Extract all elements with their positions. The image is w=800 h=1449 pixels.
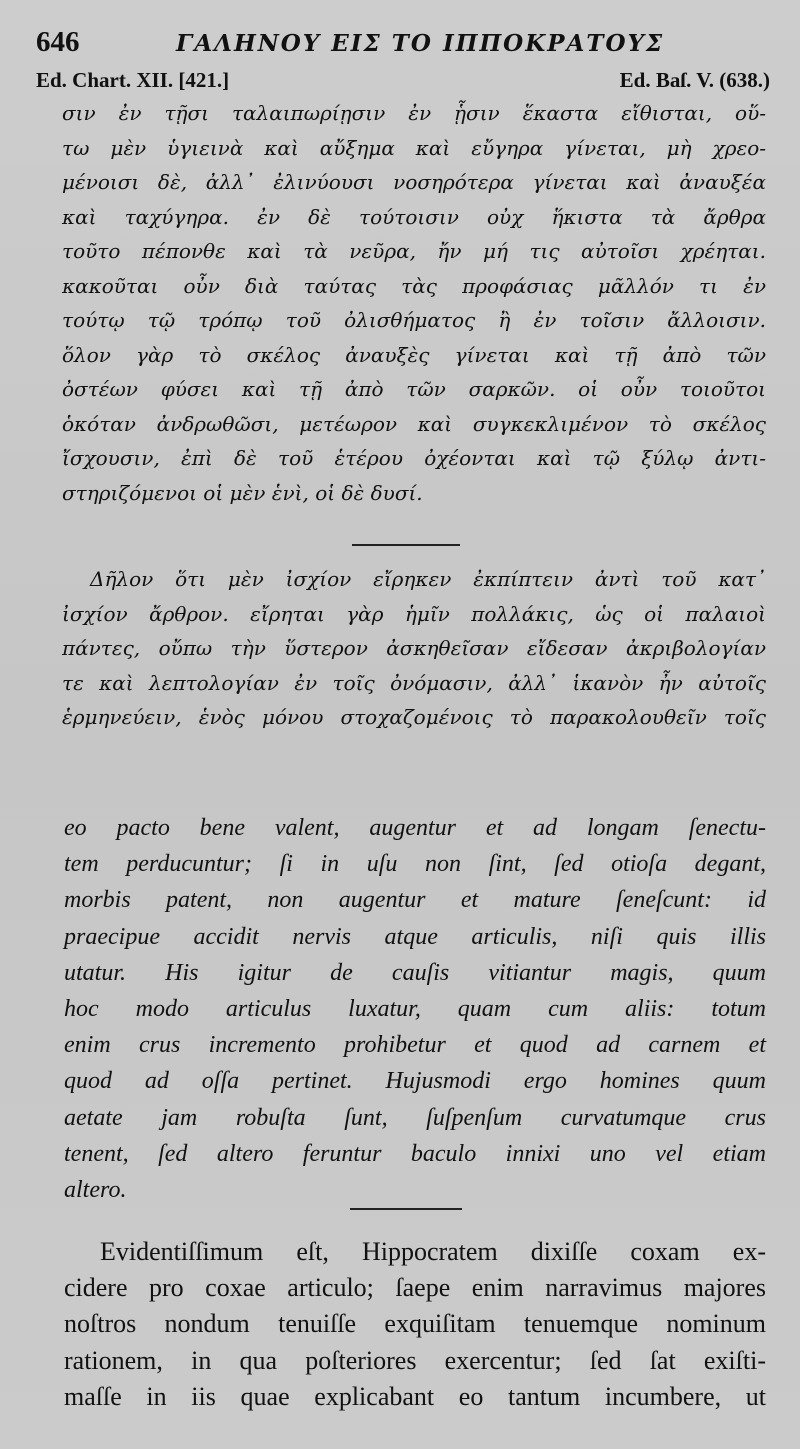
text-line: aetate jam robuſta ſunt, ſuſpenſum curvatumque crus bbox=[64, 1104, 766, 1131]
greek-hippocrates-text bbox=[62, 96, 766, 510]
text-line: τε καὶ λεπτολογίαν ἐν τοῖς ὀνόμασιν, ἀλλ᾽ ἱκανὸν ἦν αὐτοῖς bbox=[62, 670, 766, 695]
text-line: ἑρμηνεύειν, ἑνὸς μόνου στοχαζομένοις τὸ παρακολουθεῖν τοῖς bbox=[62, 705, 766, 729]
text-line: rationem, in qua poſteriores exercentur; ſed ſat exiſti- bbox=[64, 1345, 766, 1375]
text-line: enim crus incremento prohibetur et quod ad carnem et bbox=[64, 1032, 766, 1059]
text-line: Δῆλον ὅτι μὲν ἰσχίον εἴρηκεν ἐκπίπτειν ἀντὶ τοῦ κατ᾽ bbox=[90, 567, 766, 591]
running-title: ΓΑΛΗΝΟΥ ΕΙΣ ΤΟ ΙΠΠΟΚΡΑΤΟΥΣ bbox=[176, 30, 665, 57]
section-divider bbox=[352, 544, 460, 546]
latin-galen-commentary bbox=[64, 1234, 766, 1415]
text-line: τοῦτο πέπονθε καὶ τὰ νεῦρα, ἤν μή τις αὐτοῖσι χρέηται. bbox=[62, 239, 766, 263]
text-line: ἴσχουσιν, ἐπὶ δὲ τοῦ ἑτέρου ὀχέονται καὶ τῷ ξύλῳ ἀντι- bbox=[62, 446, 766, 470]
text-line: κακοῦται οὖν διὰ ταύτας τὰς προφάσιας μᾶλλόν τι ἐν bbox=[62, 273, 766, 298]
greek-galen-commentary bbox=[62, 562, 766, 735]
text-line: morbis patent, non augentur et mature ſeneſcunt: id bbox=[64, 887, 766, 914]
text-line: utatur. His igitur de cauſis vitiantur magis, quum bbox=[64, 959, 766, 986]
section-divider bbox=[350, 1208, 462, 1210]
text-line: noſtros nondum tenuiſſe exquiſitam tenuemque nominum bbox=[64, 1309, 766, 1339]
text-line: ὀστέων φύσει καὶ τῇ ἀπὸ τῶν σαρκῶν. οἱ οὖν τοιοῦτοι bbox=[62, 377, 766, 401]
page-header bbox=[36, 26, 770, 66]
edition-basel-reference: Ed. Baſ. V. (638.) bbox=[619, 68, 770, 92]
text-line: eo pacto bene valent, augentur et ad longam ſenectu- bbox=[64, 815, 766, 841]
text-line: hoc modo articulus luxatur, quam cum aliis: totum bbox=[64, 996, 766, 1023]
text-line: altero. bbox=[64, 1177, 127, 1204]
text-line: cidere pro coxae articulo; ſaepe enim narravimus majores bbox=[64, 1273, 766, 1303]
text-line: tenent, ſed altero feruntur baculo innixi uno vel etiam bbox=[64, 1140, 766, 1167]
text-line: ὅλον γὰρ τὸ σκέλος ἀναυξὲς γίνεται καὶ τῇ ἀπὸ τῶν bbox=[62, 342, 766, 367]
text-line: καὶ ταχύγηρα. ἐν δὲ τούτοισιν οὐχ ἥκιστα τὰ ἄρθρα bbox=[62, 204, 766, 229]
text-line: τούτῳ τῷ τρόπῳ τοῦ ὀλισθήματος ἢ ἐν τοῖσιν ἄλλοισιν. bbox=[62, 308, 766, 332]
latin-hippocrates-translation bbox=[64, 810, 766, 1208]
text-line: quod ad oſſa pertinet. Hujusmodi ergo homines quum bbox=[64, 1068, 766, 1095]
page-number: 646 bbox=[36, 26, 80, 58]
text-line: στηριζόμενοι οἱ μὲν ἑνὶ, οἱ δὲ δυσί. bbox=[62, 480, 423, 505]
edition-references bbox=[36, 68, 770, 98]
edition-chart-reference: Ed. Chart. XII. [421.] bbox=[36, 68, 230, 92]
text-line: maſſe in iis quae explicabant eo tantum incumbere, ut bbox=[64, 1381, 766, 1411]
text-line: tem perducuntur; ſi in uſu non ſint, ſed otioſa degant, bbox=[64, 851, 766, 878]
text-line: praecipue accidit nervis atque articulis, niſi quis illis bbox=[64, 923, 766, 950]
text-line: πάντες, οὔπω τὴν ὕστερον ἀσκηθεῖσαν εἴδεσαν ἀκριβολογίαν bbox=[62, 636, 766, 660]
text-line: ὁκόταν ἀνδρωθῶσι, μετέωρον καὶ συγκεκλιμένον τὸ σκέλος bbox=[62, 411, 766, 436]
text-line: Evidentiſſimum eſt, Hippocratem dixiſſe coxam ex- bbox=[100, 1237, 766, 1266]
text-line: ἰσχίον ἄρθρον. εἴρηται γὰρ ἡμῖν πολλάκις, ὡς οἱ παλαιοὶ bbox=[62, 601, 766, 626]
text-line: σιν ἐν τῇσι ταλαιπωρίῃσιν ἐν ᾗσιν ἕκαστα εἴθισται, οὕ- bbox=[62, 101, 766, 125]
text-line: μένοισι δὲ, ἀλλ᾽ ἐλινύουσι νοσηρότερα γίνεται καὶ ἀναυξέα bbox=[62, 170, 766, 194]
text-line: τω μὲν ὑγιεινὰ καὶ αὔξημα καὶ εὔγηρα γίνεται, μὴ χρεο- bbox=[62, 135, 766, 160]
